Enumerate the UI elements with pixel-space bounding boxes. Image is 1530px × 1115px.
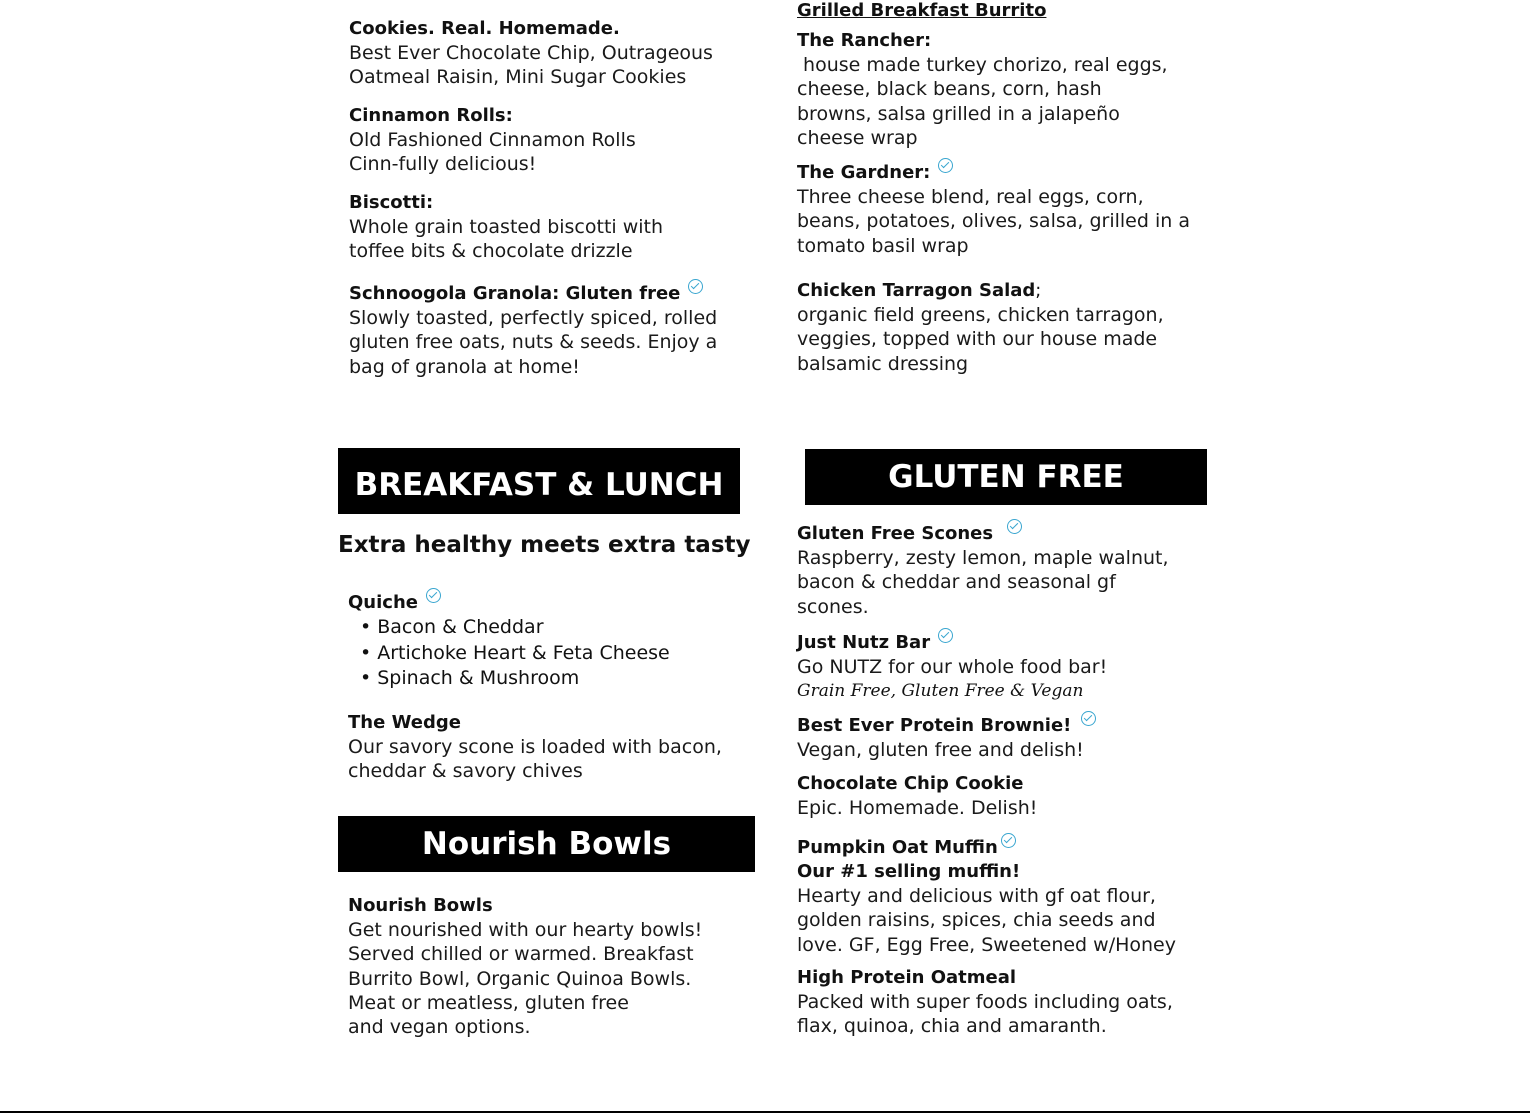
item-desc: and vegan options.	[348, 1016, 531, 1039]
check-circle-icon	[1001, 833, 1016, 848]
item-title-row	[348, 588, 670, 615]
banner-title: GLUTEN FREE	[888, 459, 1124, 495]
menu-item-quiche	[348, 588, 670, 692]
item-desc: Raspberry, zesty lemon, maple walnut,	[797, 547, 1169, 569]
item-desc: cheese wrap	[797, 126, 918, 149]
check-circle-icon	[938, 628, 953, 643]
menu-item-cinnamon-rolls	[349, 104, 636, 177]
item-desc: Get nourished with our hearty bowls!	[348, 919, 703, 941]
item-desc: veggies, topped with our house made	[797, 328, 1158, 351]
item-desc: Whole grain toasted biscotti with	[349, 216, 664, 238]
item-title: Chicken Tarragon Salad	[797, 280, 1036, 301]
item-desc: tomato basil wrap	[797, 234, 969, 257]
item-title: Best Ever Protein Brownie!	[797, 715, 1072, 736]
item-note: Grain Free, Gluten Free & Vegan	[797, 681, 1084, 702]
item-desc: browns, salsa grilled in a jalapeño	[797, 102, 1120, 125]
banner-title: Nourish Bowls	[421, 826, 672, 862]
item-title: Gluten Free Scones	[797, 523, 994, 544]
item-title: The Rancher:	[797, 30, 932, 51]
item-desc: beans, potatoes, olives, salsa, grilled in a	[797, 210, 1190, 233]
item-desc: bag of granola at home!	[349, 355, 580, 378]
item-desc: Hearty and delicious with gf oat flour,	[797, 885, 1156, 907]
item-title: Schnoogola Granola: Gluten free	[349, 283, 681, 304]
item-title-row	[797, 711, 1096, 738]
item-title: The Wedge	[348, 712, 461, 733]
banner-title: BREAKFAST & LUNCH	[354, 467, 724, 503]
menu-item-gardner	[797, 158, 1190, 258]
item-title-row	[797, 519, 1169, 546]
item-desc: organic field greens, chicken tarragon,	[797, 304, 1164, 326]
item-desc: Meat or meatless, gluten free	[348, 991, 629, 1014]
item-desc: balsamic dressing	[797, 352, 969, 375]
item-desc: Our savory scone is loaded with bacon,	[348, 736, 722, 758]
item-title: Cinnamon Rolls:	[349, 105, 513, 126]
item-title-row	[797, 279, 1164, 303]
menu-item-rancher	[797, 29, 1168, 150]
gluten-free-banner	[805, 449, 1207, 505]
menu-item-nourish-bowls	[348, 894, 702, 1039]
item-desc: Served chilled or warmed. Breakfast	[348, 943, 694, 966]
section-subheading: Grilled Breakfast Burrito	[797, 0, 1047, 21]
bullet-item: • Artichoke Heart & Feta Cheese	[348, 641, 670, 667]
menu-item-cookies	[349, 17, 713, 90]
breakfast-lunch-banner	[338, 448, 740, 514]
menu-item-chicken-tarragon	[797, 279, 1164, 376]
item-title-row	[797, 628, 1107, 655]
tagline-block	[338, 530, 751, 560]
bullet-item: • Bacon & Cheddar	[348, 615, 670, 641]
item-desc: golden raisins, spices, chia seeds and	[797, 909, 1156, 932]
item-desc: flax, quinoa, chia and amaranth.	[797, 1015, 1107, 1038]
item-title-row	[349, 279, 717, 306]
item-desc: toffee bits & chocolate drizzle	[349, 240, 633, 263]
item-desc: house made turkey chorizo, real eggs,	[797, 54, 1168, 76]
item-title: Cookies. Real. Homemade.	[349, 18, 620, 39]
item-title: Pumpkin Oat Muffin	[797, 837, 998, 858]
item-title-row	[797, 833, 1176, 860]
item-desc: Packed with super foods including oats,	[797, 991, 1173, 1013]
item-desc: bacon & cheddar and seasonal gf	[797, 571, 1116, 594]
item-desc: Burrito Bowl, Organic Quinoa Bowls.	[348, 967, 692, 990]
menu-item-high-protein-oatmeal	[797, 966, 1173, 1039]
item-desc: scones.	[797, 595, 869, 618]
bullet-item: • Spinach & Mushroom	[348, 666, 670, 692]
item-desc: Go NUTZ for our whole food bar!	[797, 656, 1108, 678]
item-title: Biscotti:	[349, 192, 434, 213]
menu-item-protein-brownie	[797, 711, 1096, 762]
check-circle-icon	[688, 279, 703, 294]
menu-item-wedge	[348, 711, 722, 784]
menu-item-granola	[349, 279, 717, 379]
check-circle-icon	[1007, 519, 1022, 534]
item-desc: Vegan, gluten free and delish!	[797, 739, 1084, 761]
item-title-suffix: ;	[1035, 280, 1042, 301]
item-desc: cheddar & savory chives	[348, 760, 583, 783]
item-desc: cheese, black beans, corn, hash	[797, 78, 1102, 101]
check-circle-icon	[938, 158, 953, 173]
menu-item-just-nutz-bar	[797, 628, 1107, 703]
item-desc: Oatmeal Raisin, Mini Sugar Cookies	[349, 66, 687, 89]
item-title-row	[797, 158, 1190, 185]
item-title: The Gardner:	[797, 162, 931, 183]
bottom-divider	[0, 1111, 1530, 1113]
item-title: Just Nutz Bar	[797, 632, 931, 653]
menu-item-chocolate-chip-cookie	[797, 772, 1037, 820]
item-desc: Slowly toasted, perfectly spiced, rolled	[349, 307, 718, 329]
menu-item-biscotti	[349, 191, 663, 264]
tagline: Extra healthy meets extra tasty	[338, 532, 751, 558]
item-desc: Best Ever Chocolate Chip, Outrageous	[349, 42, 713, 64]
burrito-heading-block	[797, 0, 1046, 23]
item-title: Nourish Bowls	[348, 895, 493, 916]
check-circle-icon	[1081, 711, 1096, 726]
item-desc: Old Fashioned Cinnamon Rolls	[349, 129, 636, 151]
item-title: Chocolate Chip Cookie	[797, 773, 1024, 794]
item-desc: gluten free oats, nuts & seeds. Enjoy a	[349, 331, 718, 354]
item-desc: love. GF, Egg Free, Sweetened w/Honey	[797, 933, 1176, 956]
menu-item-gf-scones	[797, 519, 1169, 619]
item-desc: Cinn-fully delicious!	[349, 153, 537, 176]
item-title: High Protein Oatmeal	[797, 967, 1017, 988]
nourish-bowls-banner	[338, 816, 755, 872]
item-desc: Three cheese blend, real eggs, corn,	[797, 186, 1144, 208]
item-title: Quiche	[348, 592, 418, 613]
item-subtitle: Our #1 selling muffin!	[797, 861, 1021, 882]
menu-item-pumpkin-oat-muffin	[797, 833, 1176, 957]
item-desc: Epic. Homemade. Delish!	[797, 797, 1038, 819]
check-circle-icon	[426, 588, 441, 603]
